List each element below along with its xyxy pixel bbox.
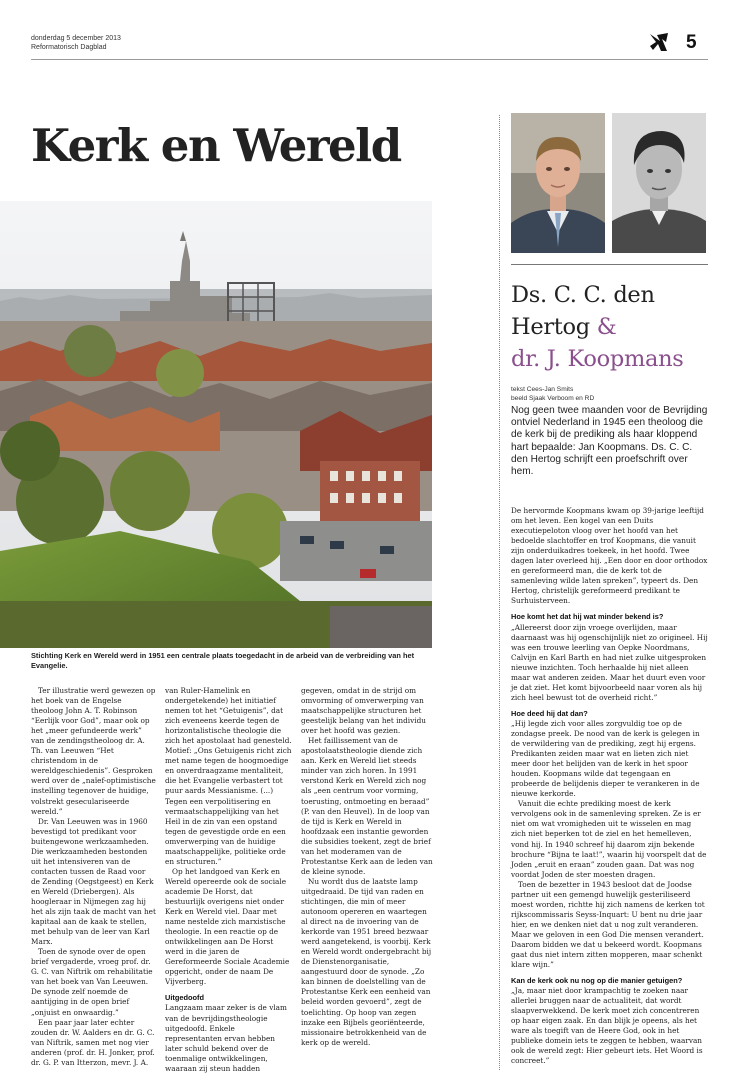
cathedral-cityscape-photo [0, 201, 432, 648]
sidebar-divider [511, 264, 708, 265]
masthead-divider [31, 59, 708, 60]
interview-answer: Vanuit die echte prediking moest de kerk vervolgens ook in de samenleving spreken. Ze is er niet om wat vromigheden uit te wisselen en mag zich niet beperken tot de ziel en het hemelleven, vond hij. In 1940 schreef hij daarom zijn bekende brochure “Bijna te laat!”, waarin hij voorspelt dat de Joden „eruit en eraan” zouden gaan. Dat was nog voordat Joden de ster moesten dragen. [511, 799, 707, 879]
portrait-den-hertog [511, 113, 605, 253]
newspaper-name: Reformatorisch Dagblad [31, 44, 107, 51]
section-title: Kerk en Wereld [31, 119, 401, 172]
photo-caption: Stichting Kerk en Wereld werd in 1951 een centrale plaats toegedacht in de arbeid van de verbreiding van het Evangelie. [31, 651, 415, 670]
byline [511, 385, 594, 403]
paragraph: Een paar jaar later echter zouden dr. W. Aalders en dr. G. C. van Niftrik, samen met nog vier anderen (prof. dr. H. Jonker, prof. dr. G. P. van Itterzon, mevr. J. A. [31, 1017, 155, 1067]
text-credit: tekst Cees-Jan Smits [511, 386, 574, 393]
headline-ampersand: & [596, 314, 617, 340]
paragraph: De hervormde Koopmans kwam op 39-jarige leeftijd om het leven. Een kogel van een Duits executiepeloton vloog over het hoofd van het bedoelde slachtoffer en trof Koopmans, die vanuit zijn onderduikadres toekeek, in het hoofd. Twee dagen later overleed hij. „Een door en door orthodox en gereformeerd man, die de kerk tot de samenleving wilde laten spreken”, typeert ds. Den Hertog, christelijk gereformeerd predikant te Surhuisterveen. [511, 506, 708, 606]
article-column-1 [31, 686, 156, 1068]
paragraph: Ter illustratie werd gewezen op het boek van de Engelse theoloog John A. T. Robinson “Eerlijk voor God”, maar ook op het „meer gefundeerde werk” van de zendingstheoloog dr. A. Th. van Leeuwen “Het christendom in de wereldgeschiedenis”. Gesproken werd over de „naïef-optimistische instelling tegenover de huidige, volstrekt geseculariseerde wereld.” [31, 686, 156, 816]
interview-answer: „Ja, maar niet door krampachtig te zoeken naar allerlei bruggen naar de actualiteit, dat wordt slaapverwekkend. De kerk moet zich concentreren op haar eigen zaak. En dan blijk je opeens, als het ware als toegift van de Heere God, ook in het publieke domein iets te zeggen te hebben, waarvan ook de wereld zegt: Hier gebeurt iets. Het Woord is concreet.” [511, 986, 703, 1066]
paragraph: Dr. Van Leeuwen was in 1960 bevestigd tot predikant voor buitengewone werkzaamheden. Die werkzaamheden bestonden uit het intensiveren van de contacten tussen de Raad voor de Zending (Oegstgeest) en Kerk en Wereld (Driebergen). Als hoogleraar in Nijmegen zag hij het als zijn taak de macht van het kapitaal aan de kaak te stellen, met behulp van de leer van Karl Marx. [31, 816, 156, 947]
sidebar-headline [511, 279, 711, 375]
rd-arrow-logo-icon [648, 31, 670, 53]
paragraph: Het faillissement van de apostolaatstheologie diende zich aan. Kerk en Wereld liet steeds minder van zich horen. In 1991 verstond Kerk en Wereld zich nog als „een centrum voor vorming, toerusting, ontmoeting en beraad” (P. van den Heuvel). In de loop van de tijd is Kerk en Wereld in hoofdzaak een instantie geworden die subsidies toekent, zegt de brief van het moderamen van de Protestantse Kerk aan de leden van de kleine synode. [301, 736, 433, 876]
article-column-3 [301, 686, 434, 1048]
article-column-2 [165, 686, 292, 1074]
headline-line: Ds. C. C. den [511, 282, 655, 308]
lead-paragraph: Nog geen twee maanden voor de Bevrijding ontviel Nederland in 1945 een theoloog die de kerk bij de prediking als haar kloppend hart bepaalde: Jan Koopmans. Ds. C. C. den Hertog schrijft een proefschrift over hem. [511, 405, 708, 478]
paragraph: Op het landgoed van Kerk en Wereld opereerde ook de sociale academie De Horst, dat bestuurlijk overigens niet onder Kerk en Wereld viel. Daar met name nestelde zich marxistische theologie. In een reactie op de ontwikkelingen aan De Horst werd in die jaren de Gereformeerde Sociale Academie opgericht, onder de naam De Vijverberg. [165, 866, 290, 987]
portrait-koopmans [612, 113, 706, 253]
column-divider [499, 115, 500, 1070]
interview-answer: Toen de bezetter in 1943 besloot dat de Joodse partner uit een gemengd huwelijk gesteriliseerd moest worden, richtte hij zich namens de kerken tot rijkscommissaris Seyss-Inquart: U bent nu drie jaar hier, en we denken niet dat u nog zult veranderen. Maar we geloven in een God Die mensen verandert. Daarom bidden we dat u bekeerd wordt. Koopmans gaat dus niet intern zitten mopperen, maar schenkt klare wijn.” [511, 879, 705, 970]
subheading: Uitgedoofd [165, 993, 204, 1003]
interview-answer: „Hij legde zich voor alles zorgvuldig toe op de zondagse preek. De nood van de kerk is gelegen in de verwildering van de prediking, zegt hij ergens. Predikanten zeiden maar wat en lieten zich niet meer door het belijden van de kerk in het spoor houden. Koopmans wilde dat tegengaan en probeerde de belijdenis dieper te verankeren in de nieuwe kerkorde. [511, 718, 700, 799]
image-credit: beeld Sjaak Verboom en RD [511, 395, 595, 402]
issue-date: donderdag 5 december 2013 [31, 35, 121, 42]
interview-answer: „Allereerst door zijn vroege overlijden, maar daarnaast was hij ogenschijnlijk niet zo origineel. Hij was een trouwe leerling van Oepke Noordmans, Calvijn en Karl Barth en had niet zulke uitgesproken nieuwe inzichten. Toch herhaalde hij niet alleen maar wat anderen zeiden. Maar het duurt even voor je dat ziet. Het komt bijvoorbeeld naar voren als hij zich heel bewust tot de overheid richt.” [511, 622, 708, 702]
masthead-date-block [31, 34, 121, 52]
paragraph: Nu wordt dus de laatste lamp uitgedraaid. De tijd van raden en stichtingen, die min of meer autonoom opereren en waartegen al direct na de invoering van de kerkorde van 1951 breed bezwaar werd aangetekend, is voorbij. Kerk en Wereld wordt ondergebracht bij de Dienstenorganisatie, aangestuurd door de synode. „Zo kan binnen de doelstelling van de Protestantse Kerk een eenheid van beleid worden gevoerd”, zegt de toelichting. Op hoop van zegen inzake een Bijbels georiënteerde, missionaire betrokkenheid van de kerk op de wereld. [301, 876, 432, 1047]
interview-column [511, 506, 708, 1067]
page-number: 5 [686, 32, 697, 53]
paragraph: van Ruler-Hamelink en ondergetekende) het initiatief nemen tot het “Getuigenis”, dat zich eveneens keerde tegen de horizontalistische theologie die zich het apostolaat had genesteld. Motief: „Ons Getuigenis richt zich met name tegen de hoogmoedige en onverdraagzame mentaliteit, die het Evangelie verbastert tot puur aards Messianisme. (...) Tegen een verpolitisering en vermaatschappelijking van het Heil in de zin van een opstand tegen de gevestigde orde en een omverwerping van de huidige maatschappelijke, politieke orde en structuren.” [165, 686, 292, 866]
headline-name: Hertog [511, 314, 590, 340]
headline-line: dr. J. Koopmans [511, 346, 684, 372]
interview-question: Kan de kerk ook nu nog op die manier getuigen? [511, 976, 683, 986]
interview-question: Hoe komt het dat hij wat minder bekend is? [511, 612, 664, 622]
headline-line [511, 311, 711, 343]
paragraph: Toen de synode over de open brief vergaderde, vroeg prof. dr. G. C. van Niftrik om rehabilitatie van het boek van Van Leeuwen. De synode zelf noemde de aantijging in de open brief „onjuist en onwaardig.” [31, 947, 153, 1017]
paragraph: gegeven, omdat in de strijd om omvorming of omverwerping van maatschappelijke structuren het geestelijk belang van het individu over het hoofd was gezien. [301, 686, 426, 736]
interview-question: Hoe deed hij dat dan? [511, 708, 588, 718]
paragraph: Langzaam maar zeker is de vlam van de bevrijdingstheologie uitgedoofd. Enkele representanten ervan hebben later schuld bekend over de toenmalige ontwikkelingen, waaraan zij steun hadden [165, 1003, 287, 1073]
